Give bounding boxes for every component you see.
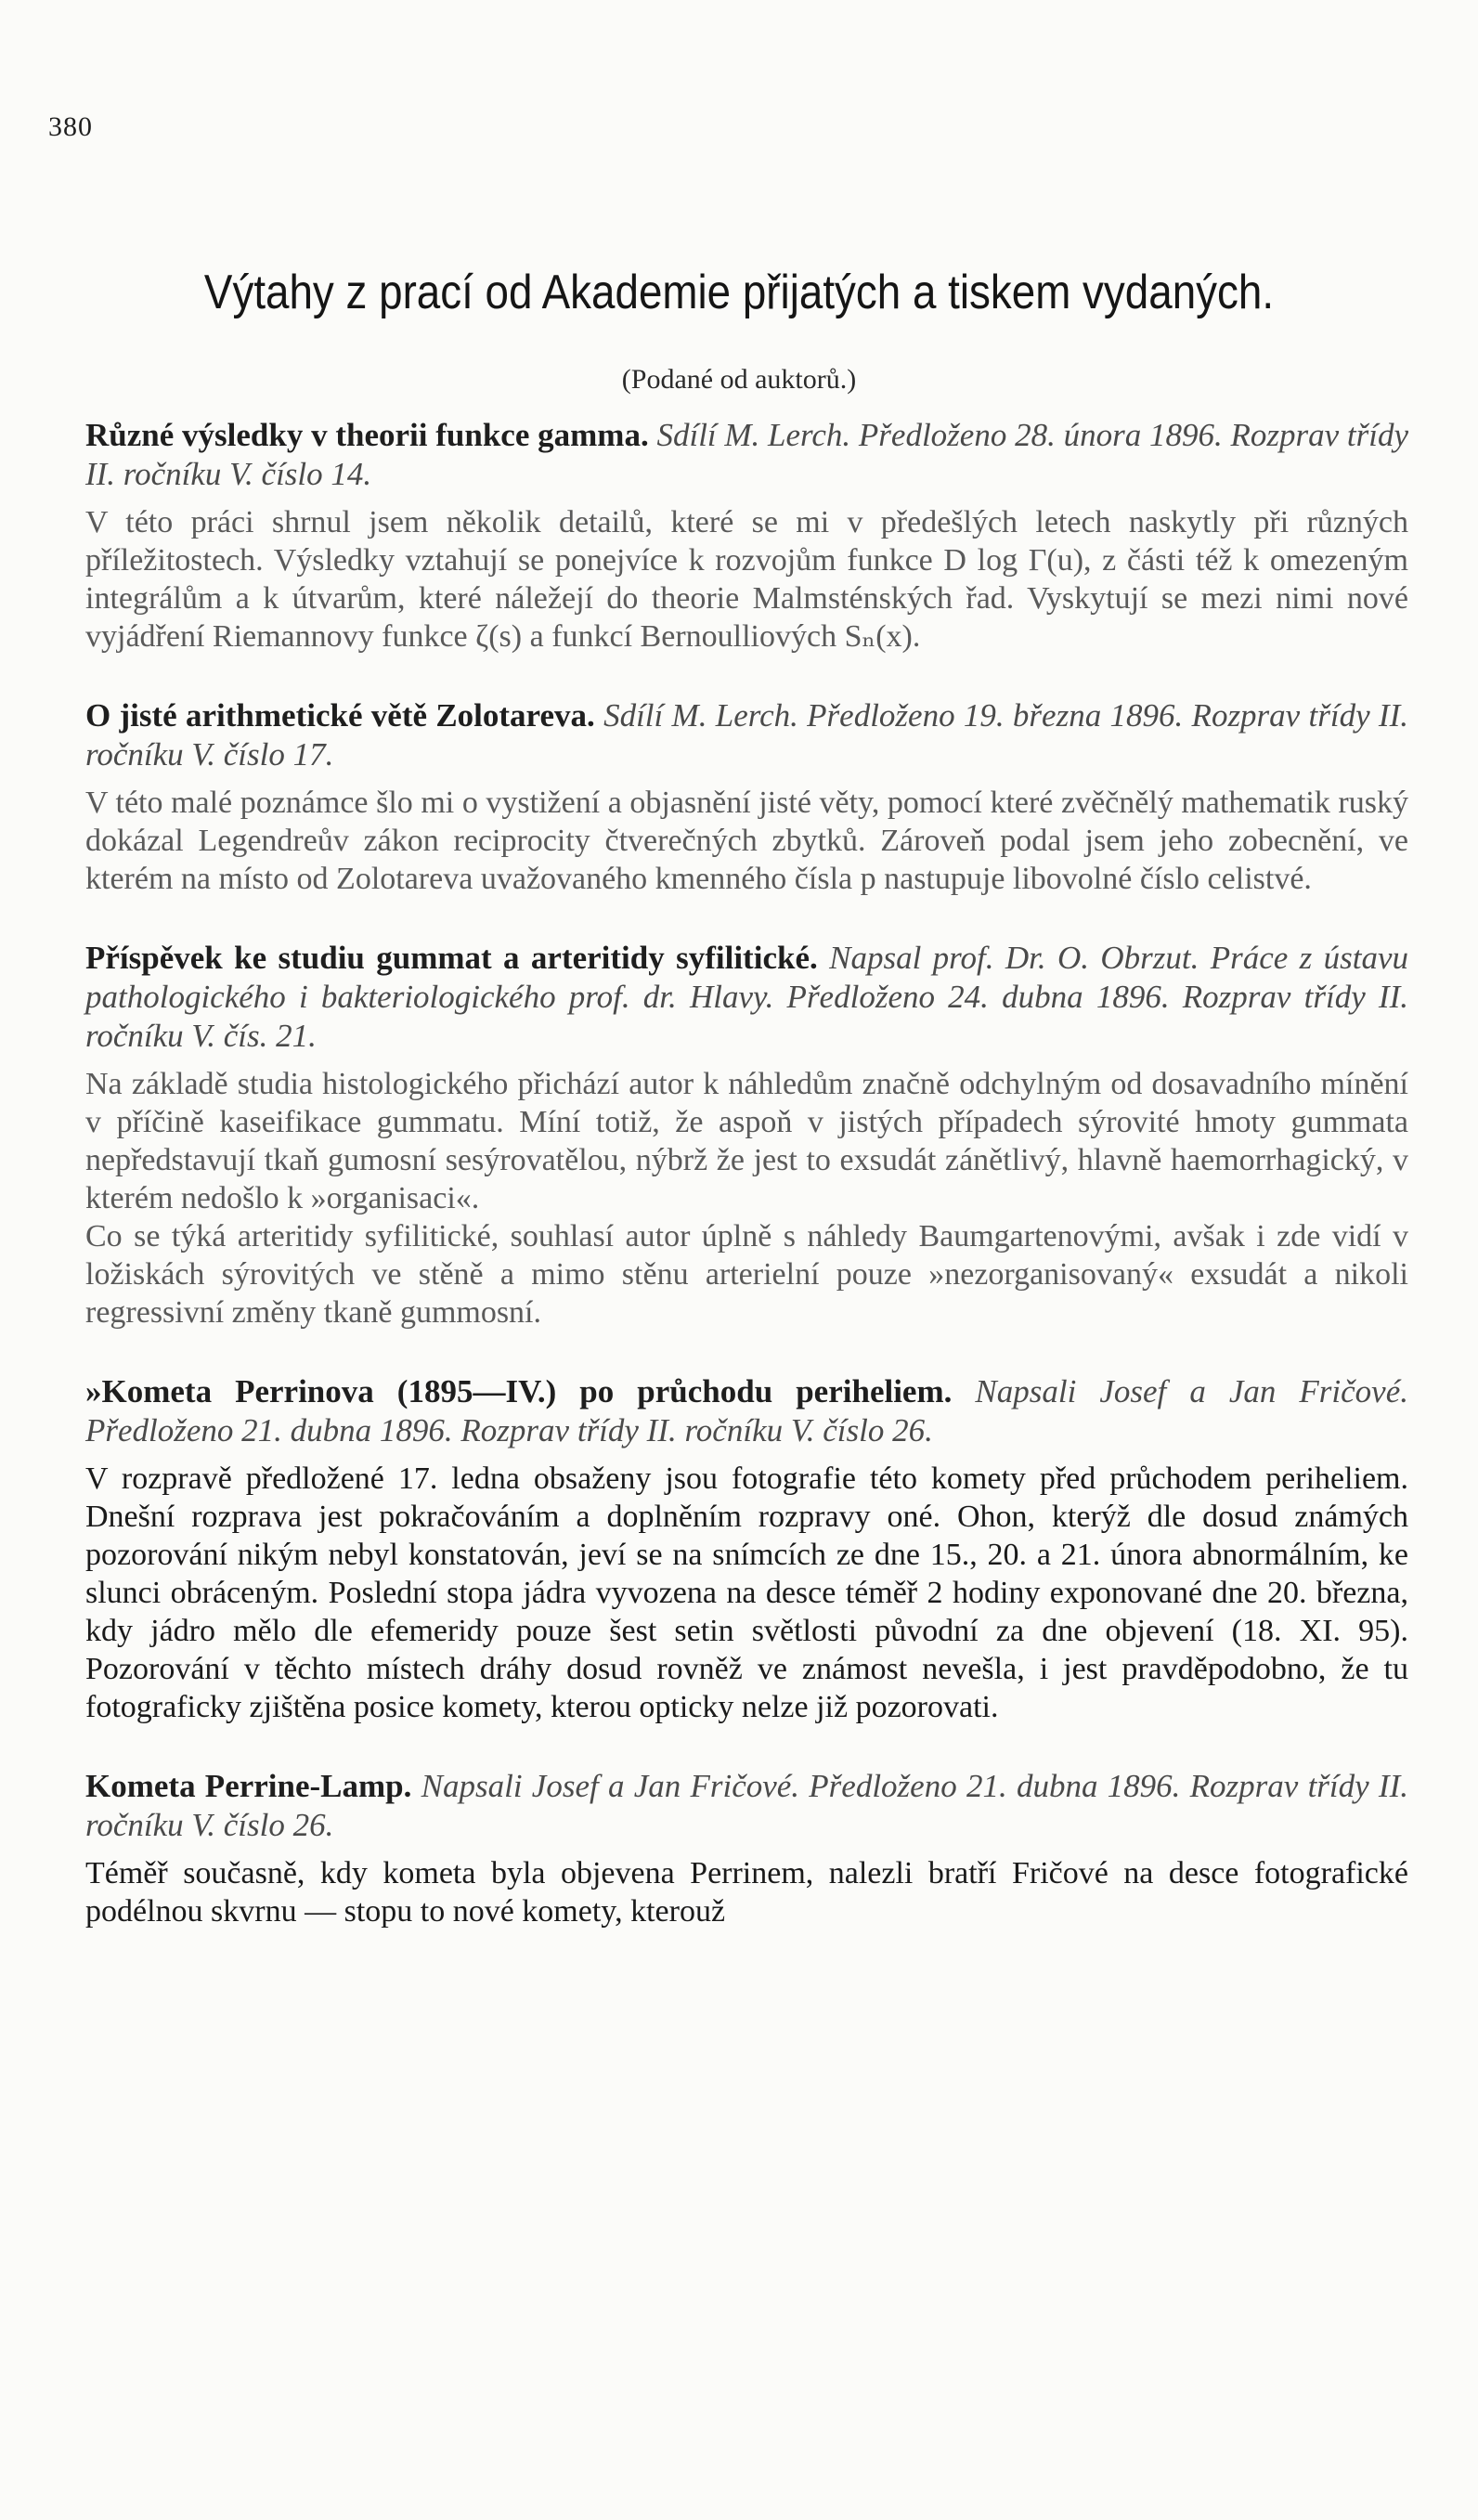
article-meta: Sdílí M. Lerch. Předloženo 28. února 1896. Rozprav třídy II. ročníku V. číslo 14.: [85, 417, 1409, 492]
article-title: Kometa Perrine-Lamp.: [85, 1768, 412, 1804]
article-entry: [85, 1767, 1408, 1930]
page-subtitle: (Podané od auktorů.): [621, 364, 857, 395]
article-meta: Sdílí M. Lerch. Předloženo 19. března 1896. Rozprav třídy II. ročníku V. číslo 17.: [85, 697, 1408, 773]
article-entry: [85, 1372, 1408, 1726]
article-entry: [85, 696, 1408, 898]
article-entry: [85, 416, 1408, 656]
article-heading: [85, 1767, 1408, 1845]
article-list: [85, 416, 1408, 1971]
article-paragraph: V rozpravě předložené 17. ledna obsaženy jsou fotografie této komety před průchodem periheliem. Dnešní rozprava jest pokračováním a doplněním rozpravy oné. Ohon, kterýž dle dosud známých pozorování nikým nebyl konstatován, jeví se na snímcích ze dne 15., 20. a 21. února abnormálním, ke slunci obráceným. Poslední stopa jádra vyvozena na desce téměř 2 hodiny exponované dne 20. března, kdy jádro mělo dle efemeridy pouze šest setin světlosti původní za dne objevení (18. XI. 95). Pozorování v těchto místech dráhy dosud rovněž ve známost nevešla, i jest pravděpodobno, že tu fotograficky zjištěna posice komety, kterou opticky nelze již pozorovati.: [85, 1461, 1408, 1724]
article-title: Příspěvek ke studiu gummat a arteritidy syfilitické.: [85, 940, 818, 976]
article-paragraph: Na základě studia histologického přichází autor k náhledům značně odchylným od dosavadního mínění v příčině kaseifikace gummatu. Míní totiž, že aspoň v jistých případech sýrovité hmoty gummata nepředstavují tkaň gumosní sesýrovatělou, nýbrž že jest to exsudát zánětlivý, hlavně haemorrhagický, v kterém nedošlo k »organisaci«.: [85, 1067, 1408, 1215]
article-title: Různé výsledky v theorii funkce gamma.: [85, 417, 649, 453]
page-number: 380: [48, 111, 93, 142]
article-paragraph: V této práci shrnul jsem několik detailů, které se mi v předešlých letech naskytly při různých příležitostech. Výsledky vztahují se ponejvíce k rozvojům funkce D log Γ(u), z části též k omezeným integrálům a k útvarům, které náležejí do theorie Malmsténských řad. Vyskytují se mezi nimi nové vyjádření Riemannovy funkce ζ(s) a funkcí Bernoulliových Sₙ(x).: [85, 505, 1408, 654]
article-heading: [85, 416, 1408, 494]
article-heading: [85, 939, 1408, 1056]
article-paragraph: Téměř současně, kdy kometa byla objevena Perrinem, nalezli bratří Fričové na desce fotografické podélnou skvrnu — stopu to nové komety, kterouž: [85, 1856, 1408, 1929]
page-title: Výtahy z prací od Akademie přijatých a tiskem vydaných.: [203, 266, 1275, 319]
article-heading: [85, 1372, 1408, 1450]
article-title: »Kometa Perrinova (1895—IV.) po průchodu periheliem.: [85, 1373, 953, 1409]
article-entry: [85, 939, 1408, 1331]
article-paragraph: Co se týká arteritidy syfilitické, souhlasí autor úplně s náhledy Baumgartenovými, avšak i zde vidí v ložiskách sýrovitých ve stěně a mimo stěnu arterielní pouze »nezorganisovaný« exsudát a nikoli regressivní změny tkaně gummosní.: [85, 1219, 1408, 1330]
article-meta: Napsali Josef a Jan Fričové. Předloženo 21. dubna 1896. Rozprav třídy II. ročníku V. číslo 26.: [85, 1373, 1408, 1448]
article-meta: Napsal prof. Dr. O. Obrzut. Práce z ústavu pathologického i bakteriologického prof. dr. Hlavy. Předloženo 24. dubna 1896. Rozprav třídy II. ročníku V. čís. 21.: [85, 940, 1409, 1054]
article-paragraph: V této malé poznámce šlo mi o vystižení a objasnění jisté věty, pomocí které zvěčnělý mathematik ruský dokázal Legendreův zákon reciprocity čtverečných zbytků. Zároveň podal jsem jeho zobecnění, ve kterém na místo od Zolotareva uvažovaného kmenného čísla p nastupuje libovolné číslo celistvé.: [85, 786, 1408, 896]
article-heading: [85, 696, 1408, 774]
article-meta: Napsali Josef a Jan Fričové. Předloženo 21. dubna 1896. Rozprav třídy II. ročníku V. číslo 26.: [85, 1768, 1408, 1843]
article-title: O jisté arithmetické větě Zolotareva.: [85, 697, 595, 734]
